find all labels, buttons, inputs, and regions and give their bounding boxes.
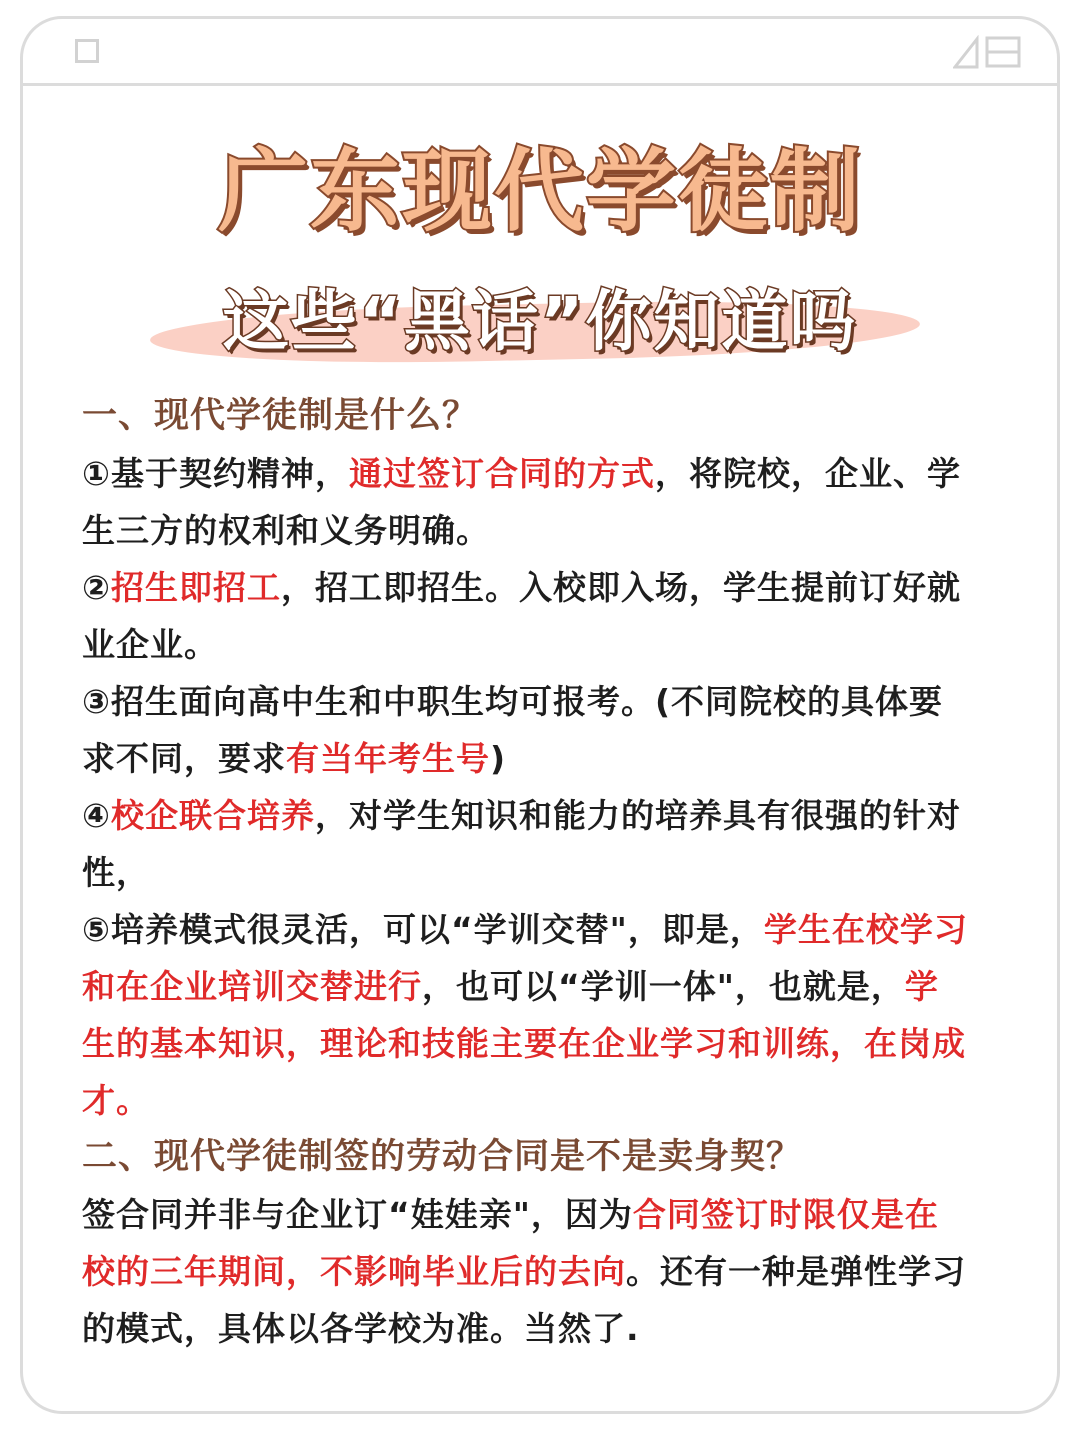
main-title: 广东现代学徒制 xyxy=(218,139,862,244)
list-item: ①基于契约精神，通过签订合同的方式，将院校，企业、学生三方的权利和义务明确。 xyxy=(82,454,961,550)
section-heading: 二、现代学徒制签的劳动合同是不是卖身契？ xyxy=(82,1137,803,1177)
triangle-icon xyxy=(955,39,977,67)
list-item: ②招生即招工，招工即招生。入校即入场，学生提前订好就业企业。 xyxy=(82,568,961,664)
subtitle: 这些“黑话”你知道吗 xyxy=(222,283,858,360)
section-heading: 一、现代学徒制是什么？ xyxy=(82,396,479,436)
paragraph: 签合同并非与企业订“娃娃亲"，因为合同签订时限仅是在校的三年期间，不影响毕业后的去向。还有一种是弹性学习的模式，具体以各学校为准。当然了. xyxy=(82,1195,966,1348)
list-item: ④校企联合培养，对学生知识和能力的培养具有很强的针对性， xyxy=(82,796,961,892)
list-item: ③招生面向高中生和中职生均可报考。(不同院校的具体要求不同，要求有当年考生号) xyxy=(82,682,944,778)
top-bar xyxy=(23,19,1057,86)
triangle-window-icon xyxy=(953,35,1023,69)
article-body xyxy=(82,388,972,1357)
square-icon xyxy=(75,39,99,63)
list-item: ⑤培养模式很灵活，可以“学训交替"，即是，学生在校学习和在企业培训交替进行，也可以“学训一体"，也就是，学生的基本知识，理论和技能主要在企业学习和训练，在岗成才。 xyxy=(82,910,968,1120)
